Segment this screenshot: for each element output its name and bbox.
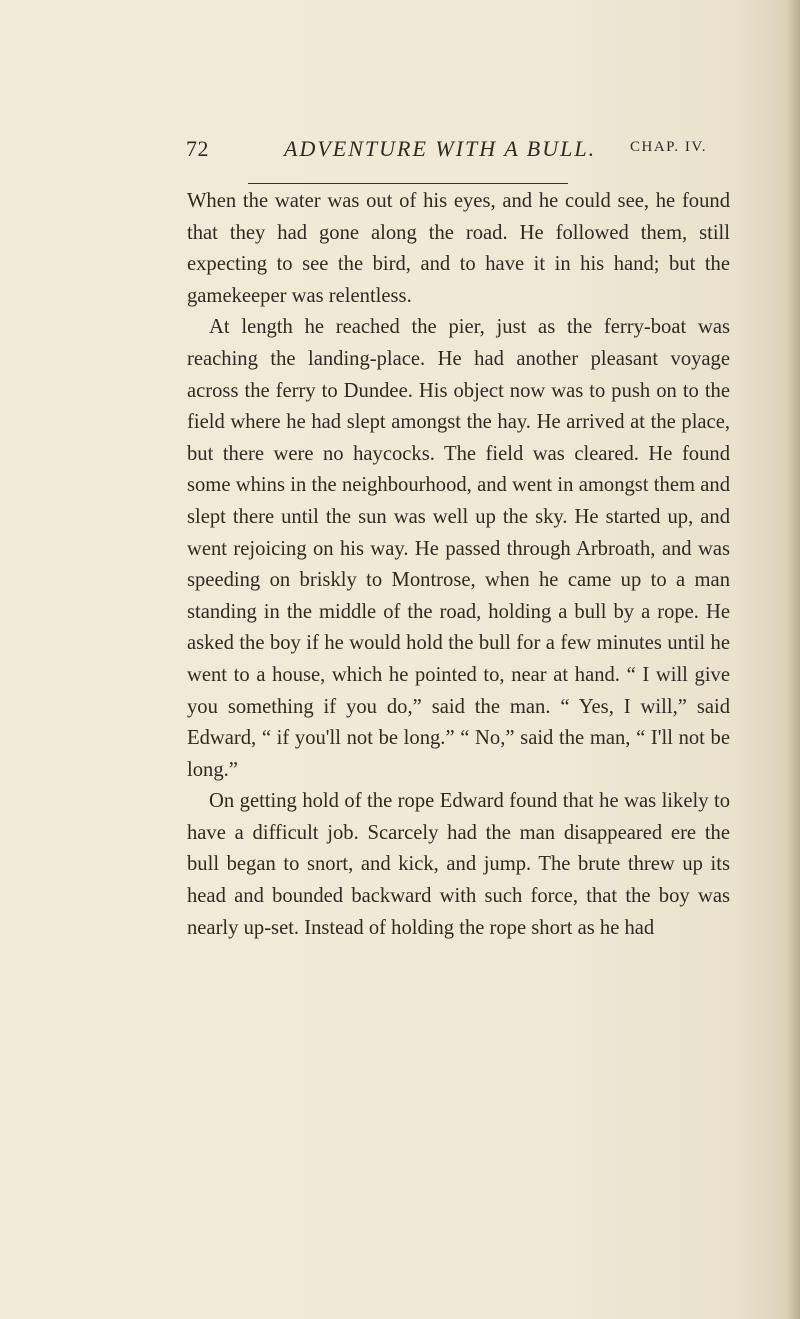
paragraph-1: When the water was out of his eyes, and he could see, he found that they had gone along the road. He followed them, still expecting to see the bird, and to have it in his hand; but the gamekeeper was relentless. <box>187 190 730 307</box>
page-number: 72 <box>186 136 209 161</box>
paragraph-3: On getting hold of the rope Edward found that he was likely to have a difficult job. Scarcely had the man disappeared ere the bull began to snort, and kick, and jump. The brute threw up its head and bounded backward with such force, that the boy was nearly up-set. Instead of holding the rope short as he had <box>187 790 730 939</box>
chapter-label: CHAP. IV. <box>630 139 707 155</box>
paragraph-2: At length he reached the pier, just as the ferry-boat was reaching the landing-place. He had another pleasant voyage across the ferry to Dundee. His object now was to push on to the field where he had slept amongst the hay. He arrived at the place, but there were no haycocks. The field was cleared. He found some whins in the neighbourhood, and went in amongst them and slept there until the sun was well up the sky. He started up, and went rejoicing on his way. He passed through Arbroath, and was speeding on briskly to Montrose, when he came up to a man standing in the middle of the road, holding a bull by a rope. He asked the boy if he would hold the bull for a few minutes until he went to a house, which he pointed to, near at hand. “ I will give you something if you do,” said the man. “ Yes, I will,” said Edward, “ if you'll not be long.” “ No,” said the man, “ I'll not be long.” <box>187 316 730 781</box>
running-title: ADVENTURE WITH A BULL. <box>284 136 597 161</box>
header-rule <box>248 183 568 184</box>
page-edge-shadow <box>786 0 800 1319</box>
body-text <box>187 186 730 944</box>
page-header <box>186 136 746 162</box>
